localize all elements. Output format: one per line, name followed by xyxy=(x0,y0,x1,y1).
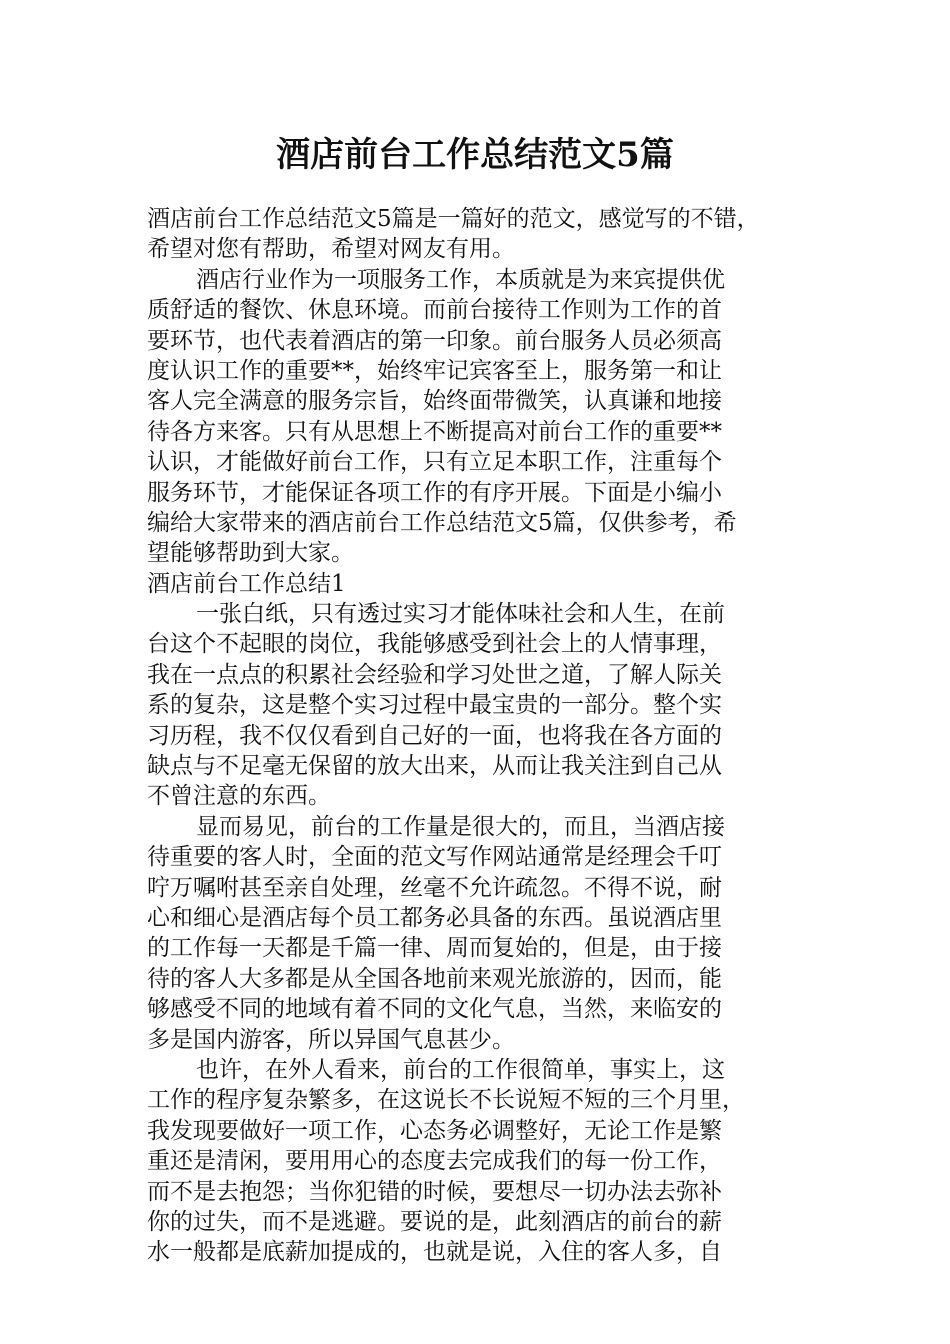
text-line: 多是国内游客，所以异国气息甚少。 xyxy=(147,1026,515,1053)
text-line: 心和细心是酒店每个员工都务必具备的东西。虽说酒店里 xyxy=(147,904,722,931)
text-line: 系的复杂，这是整个实习过程中最宝贵的一部分。整个实 xyxy=(147,692,722,719)
text-line: 编给大家带来的酒店前台工作总结范文5篇，仅供参考，希 xyxy=(147,509,737,536)
text-line: 客人完全满意的服务宗旨，始终面带微笑，认真谦和地接 xyxy=(147,388,722,415)
text-line: 酒店前台工作总结1 xyxy=(147,570,346,597)
text-line: 工作的程序复杂繁多，在这说长不长说短不短的三个月里， xyxy=(147,1087,745,1114)
text-line: 我发现要做好一项工作，心态务必调整好，无论工作是繁 xyxy=(147,1117,722,1144)
text-line: 待重要的客人时，全面的范文写作网站通常是经理会千叮 xyxy=(147,844,722,871)
text-line: 的工作每一天都是千篇一律、周而复始的，但是，由于接 xyxy=(147,935,722,962)
text-line: 待的客人大多都是从全国各地前来观光旅游的，因而，能 xyxy=(147,965,722,992)
document-body xyxy=(147,204,827,1268)
text-line: 也许，在外人看来，前台的工作很简单，事实上，这 xyxy=(196,1056,725,1083)
text-line: 认识，才能做好前台工作，只有立足本职工作，注重每个 xyxy=(147,449,722,476)
text-line: 酒店前台工作总结范文5篇是一篇好的范文，感觉写的不错， xyxy=(147,206,760,232)
text-line: 望能够帮助到大家。 xyxy=(147,540,354,567)
text-line: 习历程，我不仅仅看到自己好的一面，也将我在各方面的 xyxy=(147,722,722,749)
text-line: 我在一点点的积累社会经验和学习处世之道，了解人际关 xyxy=(147,661,722,688)
text-line: 不曾注意的东西。 xyxy=(147,783,331,810)
text-line: 要环节，也代表着酒店的第一印象。前台服务人员必须高 xyxy=(147,327,722,354)
text-line: 服务环节，才能保证各项工作的有序开展。下面是小编小 xyxy=(147,479,722,506)
text-line: 一张白纸，只有透过实习才能体味社会和人生，在前 xyxy=(196,601,725,628)
text-line: 质舒适的餐饮、休息环境。而前台接待工作则为工作的首 xyxy=(147,297,722,324)
text-line: 缺点与不足毫无保留的放大出来，从而让我关注到自己从 xyxy=(147,753,722,780)
text-line: 希望对您有帮助，希望对网友有用。 xyxy=(147,236,515,263)
text-line: 你的过失，而不是逃避。要说的是，此刻酒店的前台的薪 xyxy=(147,1208,722,1235)
text-line: 水一般都是底薪加提成的，也就是说，入住的客人多，自 xyxy=(147,1239,722,1266)
text-line: 酒店行业作为一项服务工作，本质就是为来宾提供优 xyxy=(196,266,725,293)
document-title: 酒店前台工作总结范文5篇 xyxy=(276,135,674,175)
text-line: 够感受不同的地域有着不同的文化气息，当然，来临安的 xyxy=(147,996,722,1023)
text-line: 而不是去抱怨；当你犯错的时候，要想尽一切办法去弥补 xyxy=(147,1178,722,1205)
text-line: 显而易见，前台的工作量是很大的，而且，当酒店接 xyxy=(196,813,725,840)
text-line: 咛万嘱咐甚至亲自处理，丝毫不允许疏忽。不得不说，耐 xyxy=(147,874,722,901)
text-line: 台这个不起眼的岗位，我能够感受到社会上的人情事理， xyxy=(147,631,722,658)
text-line: 待各方来客。只有从思想上不断提高对前台工作的重要** xyxy=(147,418,722,445)
text-line: 重还是清闲，要用用心的态度去完成我们的每一份工作， xyxy=(147,1148,722,1175)
text-line: 度认识工作的重要**，始终牢记宾客至上，服务第一和让 xyxy=(147,357,722,384)
